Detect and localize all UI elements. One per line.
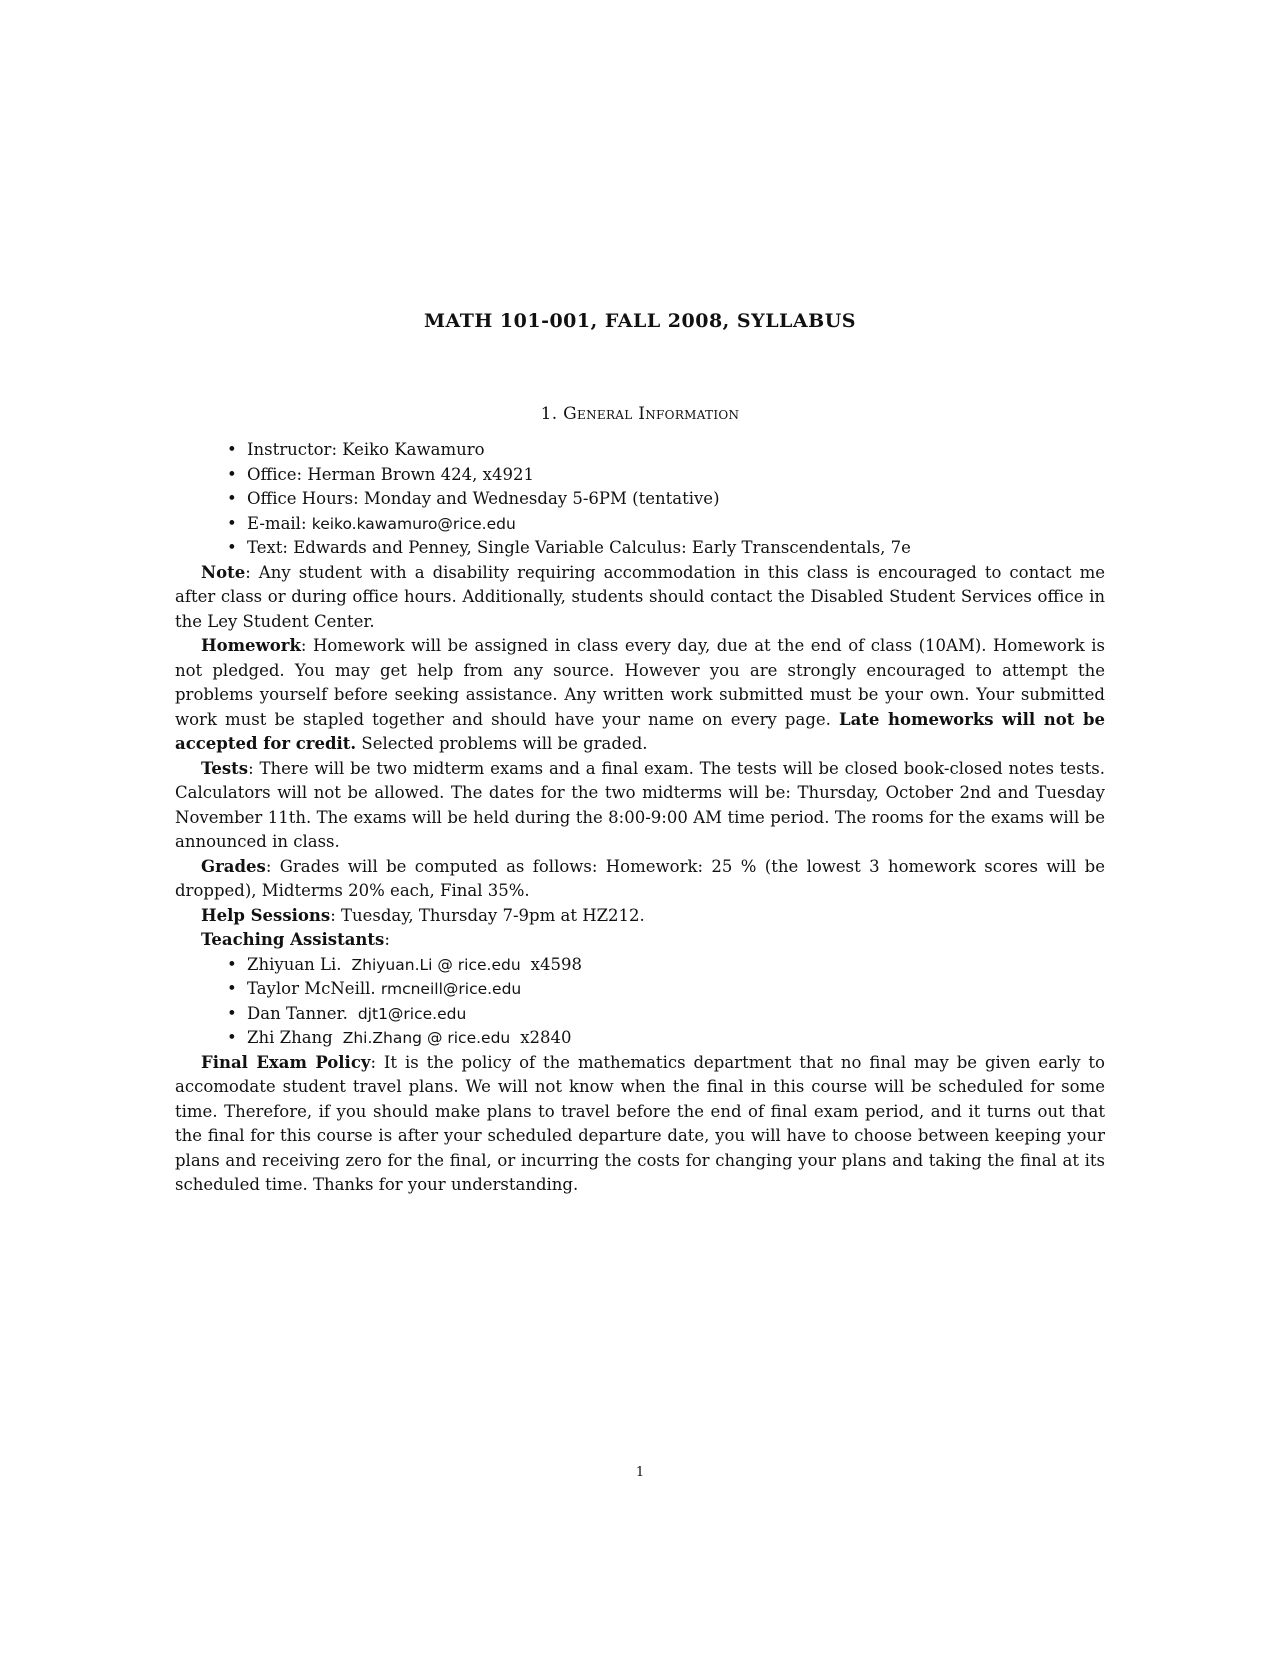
teaching-assistants-heading (175, 928, 1105, 953)
note-label: Note (201, 562, 246, 582)
list-item (227, 953, 1105, 978)
help-sessions-paragraph (175, 904, 1105, 929)
list-item-office: • Office: Herman Brown 424, x4921 (227, 463, 1105, 488)
page-title: MATH 101-001, FALL 2008, SYLLABUS (423, 310, 857, 332)
section-heading: 1. General Information (540, 404, 740, 424)
teaching-assistants-list (175, 953, 1105, 1051)
homework-label: Homework (201, 636, 301, 655)
list-item (227, 1026, 1105, 1051)
teaching-assistants-label: Teaching Assistants (201, 930, 385, 949)
list-item (227, 1002, 1105, 1027)
ta-extension: x4598 (530, 954, 582, 974)
ta-email-link[interactable]: Zhi.Zhang @ rice.edu (342, 1029, 511, 1047)
ta-name: Zhi Zhang (247, 1028, 333, 1047)
ta-email-link[interactable]: rmcneill@rice.edu (380, 980, 522, 998)
page-number: 1 (635, 1465, 645, 1480)
grades-text: : Grades will be computed as follows: Homework: 25 % (the lowest 3 homework scores will be dropped), Midterms 20% each, Final 35%. (175, 856, 1105, 900)
grades-paragraph (175, 855, 1105, 904)
homework-late-policy: Late homeworks will not be accepted for credit. (175, 709, 1105, 753)
help-sessions-label: Help Sessions (201, 905, 331, 925)
email-label: E-mail: (247, 513, 307, 533)
tests-label: Tests (201, 758, 249, 778)
general-info-list (175, 438, 1105, 561)
final-exam-policy-label: Final Exam Policy (201, 1052, 371, 1072)
homework-paragraph (175, 634, 1105, 757)
instructor-email-link[interactable]: keiko.kawamuro@rice.edu (311, 514, 516, 533)
list-item-email (227, 512, 1105, 537)
list-item-text: • Text: Edwards and Penney, Single Variable Calculus: Early Transcendentals, 7e (227, 536, 1105, 561)
final-exam-policy-paragraph (175, 1051, 1105, 1198)
list-item-office-hours: • Office Hours: Monday and Wednesday 5-6PM (tentative) (227, 487, 1105, 512)
ta-name: Dan Tanner. (247, 1003, 348, 1023)
tests-text: : There will be two midterm exams and a final exam. The tests will be closed book-closed notes tests. Calculators will not be allowed. The dates for the two midterms will be: Thursday, October 2nd and Tuesday November 11th. The exams will be held during the 8:00-9:00 AM time period. The rooms for the exams will be announced in class. (175, 758, 1105, 851)
ta-email-link[interactable]: Zhiyuan.Li @ rice.edu (351, 955, 521, 974)
ta-name: Zhiyuan Li. (247, 954, 342, 974)
ta-name: Taylor McNeill. (247, 979, 376, 998)
note-text: : Any student with a disability requiring accommodation in this class is encouraged to contact me after class or during office hours. Additionally, students should contact the Disabled Student Services office in the Ley Student Center. (175, 562, 1105, 631)
homework-tail: Selected problems will be graded. (356, 734, 648, 753)
document-body (175, 438, 1105, 1198)
teaching-assistants-colon: : (384, 930, 390, 949)
ta-extension: x2840 (520, 1028, 572, 1047)
list-item (227, 977, 1105, 1002)
homework-text: : Homework will be assigned in class every day, due at the end of class (10AM). Homework is not pledged. You may get help from any source. However you are strongly encouraged to attempt the problems yourself before seeking assistance. Any written work submitted must be your own. Your submitted work must be stapled together and should have your name on every page. (175, 636, 1105, 729)
help-sessions-text: : Tuesday, Thursday 7-9pm at HZ212. (330, 905, 645, 925)
list-item-instructor: • Instructor: Keiko Kawamuro (227, 438, 1105, 463)
tests-paragraph (175, 757, 1105, 855)
final-exam-policy-text: : It is the policy of the mathematics department that no final may be given early to accomodate student travel plans. We will not know when the final in this course will be scheduled for some time. Therefore, if you should make plans to travel before the end of final exam period, and it turns out that the final for this course is after your scheduled departure date, you will have to choose between keeping your plans and receiving zero for the final, or incurring the costs for changing your plans and taking the final at its scheduled time. Thanks for your understanding. (175, 1052, 1105, 1194)
note-paragraph (175, 561, 1105, 635)
ta-email-link[interactable]: djt1@rice.edu (357, 1004, 467, 1023)
grades-label: Grades (201, 856, 266, 876)
